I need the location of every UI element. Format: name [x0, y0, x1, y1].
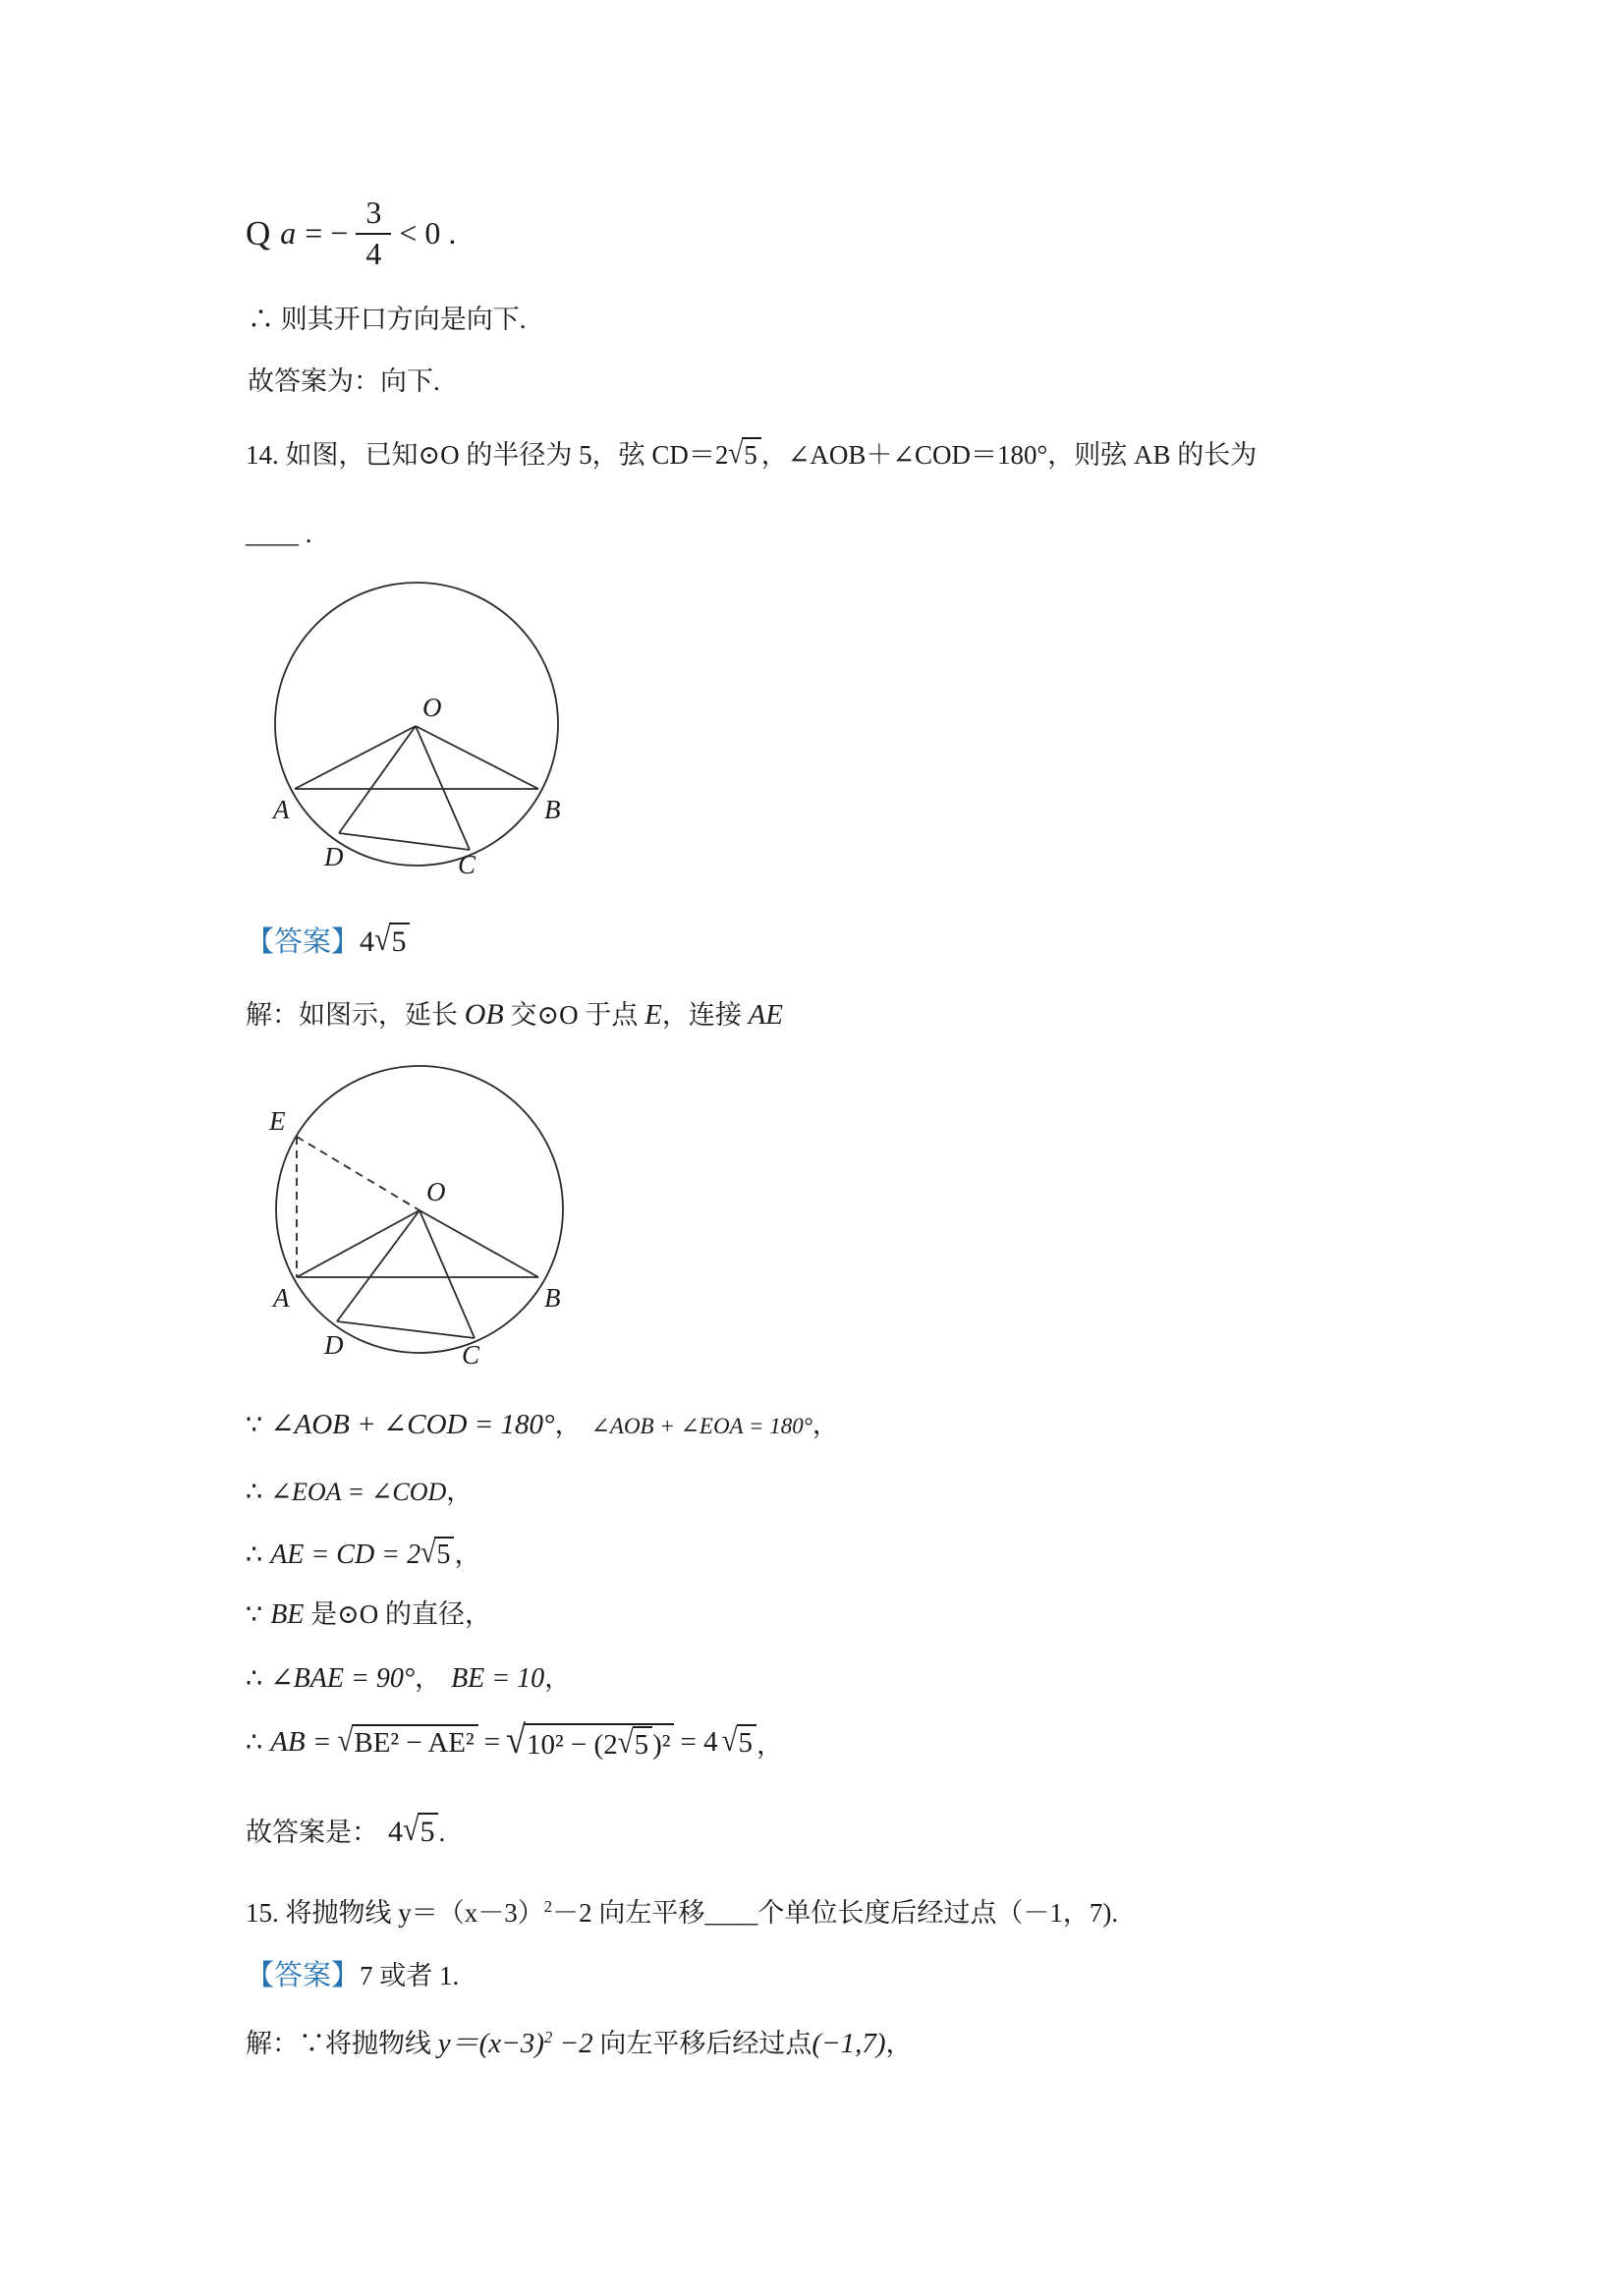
- radical-sign: √: [506, 1717, 526, 1762]
- sqrt: [403, 1813, 438, 1849]
- radical-sign: √: [617, 1725, 634, 1761]
- q14-step2: [246, 1470, 473, 1508]
- q15-stem: [246, 1891, 1118, 1930]
- chord-DC: [339, 833, 470, 850]
- comma: ，: [446, 1477, 474, 1506]
- period: .: [438, 1818, 446, 1847]
- because-mark: ∵: [246, 1410, 263, 1439]
- radius-OD: [337, 1210, 420, 1321]
- radius-OA: [295, 726, 416, 789]
- sol-intro-text2: 交⊙O 于点: [503, 1000, 645, 1030]
- q14-answer: [246, 920, 410, 960]
- sqrt: [374, 923, 410, 959]
- comma: ，: [544, 1663, 572, 1693]
- radicand: BE² − AE²: [352, 1724, 477, 1760]
- radical-sign: √: [721, 1723, 738, 1759]
- q14-solution-intro: [246, 993, 783, 1032]
- radius-OB: [416, 726, 538, 789]
- var-a: a: [280, 215, 297, 252]
- q15-sol-math2: −2: [552, 2028, 593, 2059]
- comma: ，: [812, 1410, 839, 1439]
- radicand: 5: [737, 1724, 757, 1760]
- radicand-part1: 10² − (2: [526, 1729, 618, 1761]
- radius-OD: [339, 726, 416, 833]
- q15-sol-math1: y＝(x−3): [437, 2028, 544, 2059]
- radius-OB: [420, 1210, 538, 1277]
- less-than-zero: < 0 .: [399, 215, 457, 252]
- point-label-A: A: [273, 1283, 290, 1313]
- step3-math: AE = CD = 2: [270, 1540, 421, 1570]
- sqrt-nested: [506, 1717, 674, 1763]
- sol-intro-text1: 解：如图示，延长: [246, 1000, 465, 1030]
- q14-stem-part2: ，∠AOB＋∠COD＝180°，则弦 AB 的长为: [760, 440, 1258, 470]
- therefore-mark: ∴: [246, 1477, 263, 1506]
- fraction: [356, 196, 391, 270]
- q14-final-answer: [246, 1811, 445, 1849]
- q15-solution: [246, 2021, 912, 2061]
- therefore-mark: ∴: [246, 1726, 263, 1757]
- sqrt: [337, 1724, 477, 1760]
- equals-4: = 4: [680, 1725, 718, 1758]
- q15-stem-part1: 15. 将抛物线 y＝（x－3）: [246, 1898, 544, 1928]
- radicand-part2: )²: [652, 1729, 671, 1761]
- answer-label: 【答案】: [246, 926, 361, 958]
- var-OB: OB: [464, 998, 504, 1031]
- var-BE: BE: [270, 1599, 305, 1630]
- radicand: [525, 1723, 675, 1762]
- diagram1-shapes: [275, 583, 558, 866]
- step6-lhs: AB =: [270, 1725, 332, 1758]
- step5-math2: BE = 10: [451, 1663, 545, 1694]
- q14-step3: [246, 1533, 480, 1571]
- comma: ，: [885, 2029, 913, 2058]
- answer-text: 7 或者 1.: [360, 1961, 460, 1990]
- point-label-D: D: [324, 842, 344, 871]
- point-label-O: O: [422, 693, 442, 722]
- point-label-A: A: [273, 795, 290, 824]
- prelude-formula: [246, 196, 456, 270]
- radicand: 5: [742, 437, 761, 471]
- inner-sqrt: [618, 1726, 652, 1762]
- radical-sign: √: [420, 1536, 436, 1570]
- step4-text: 是⊙O 的直径，: [304, 1599, 492, 1629]
- var-AE: AE: [748, 999, 784, 1031]
- step5-math1: ∠BAE = 90°: [270, 1663, 416, 1694]
- step1-math2: ∠AOB + ∠EOA = 180°: [590, 1414, 812, 1438]
- sqrt: [728, 437, 760, 471]
- radical-sign: √: [403, 1811, 420, 1848]
- fraction-numerator: 3: [356, 196, 391, 235]
- circle: [275, 583, 558, 866]
- comma: ，: [756, 1729, 784, 1760]
- point-label-O: O: [426, 1177, 446, 1206]
- therefore-mark: ∴: [246, 1663, 263, 1693]
- diagram2-shapes: [276, 1066, 563, 1353]
- radicand: 5: [389, 923, 410, 959]
- point-label-B: B: [544, 795, 561, 824]
- q14-step4: [246, 1593, 491, 1631]
- q14-step1: [246, 1403, 839, 1441]
- sqrt: [722, 1724, 756, 1760]
- q15-sol-point: (−1,7): [812, 2028, 886, 2059]
- radical-sign: √: [374, 921, 391, 958]
- radicand: 5: [434, 1537, 454, 1571]
- radical-sign: √: [728, 436, 744, 470]
- q15-blank: ____: [704, 1898, 758, 1928]
- point-label-D: D: [324, 1330, 344, 1360]
- q14-stem-part1: 14. 如图，已知⊙O 的半径为 5，弦 CD＝2: [246, 440, 729, 470]
- sqrt: [420, 1537, 454, 1571]
- comma: ，: [415, 1663, 442, 1693]
- var-E: E: [644, 999, 662, 1031]
- chord-DC: [337, 1321, 475, 1338]
- point-label-C: C: [458, 850, 476, 879]
- q14-stem: [246, 433, 1257, 472]
- circle-diagram-2: [263, 1057, 582, 1373]
- radius-OC: [420, 1210, 475, 1338]
- answer-coeff: 4: [388, 1816, 403, 1848]
- therefore-mark: ∴: [246, 1540, 263, 1569]
- point-label-C: C: [462, 1340, 480, 1370]
- inner-radicand: 5: [633, 1726, 653, 1762]
- fraction-denominator: 4: [365, 235, 382, 271]
- radical-sign: √: [337, 1723, 354, 1759]
- q15-stem-part3: 个单位长度后经过点（－1，7).: [757, 1898, 1119, 1928]
- q15-sol-text1: 解：∵将抛物线: [246, 2029, 438, 2058]
- point-label-B: B: [544, 1283, 561, 1313]
- because-q-mark: Q: [246, 213, 271, 252]
- exponent-2: 2: [543, 2028, 553, 2046]
- dashed-EO: [297, 1137, 420, 1210]
- q15-answer: [246, 1953, 459, 1993]
- comma: ，: [454, 1540, 481, 1569]
- exponent-2: 2: [543, 1897, 553, 1916]
- radius-OC: [416, 726, 470, 850]
- answer-label: 【答案】: [246, 1960, 361, 1991]
- equals: =: [483, 1725, 501, 1758]
- equals-minus: = −: [305, 215, 349, 252]
- q15-stem-part2: －2 向左平移: [552, 1898, 705, 1928]
- sol-intro-text3: ，连接: [661, 1000, 749, 1030]
- radius-OA: [297, 1210, 420, 1277]
- step1-math1: ∠AOB + ∠COD = 180°: [270, 1409, 555, 1440]
- step2-math: ∠EOA = ∠COD: [270, 1478, 447, 1506]
- because-mark: ∵: [246, 1599, 263, 1629]
- radicand: 5: [418, 1813, 438, 1849]
- final-text: 故答案是：: [246, 1818, 378, 1847]
- q14-blank-line: ____ .: [246, 519, 312, 548]
- point-label-E: E: [269, 1106, 286, 1136]
- q15-sol-text2: 向左平移后经过点: [592, 2029, 812, 2058]
- answer-coeff: 4: [360, 925, 375, 958]
- q14-step6: [246, 1717, 784, 1763]
- circle-diagram-1: [265, 575, 572, 881]
- prelude-final-answer: 故答案为：向下.: [248, 366, 440, 396]
- prelude-conclusion: ∴ 则其开口方向是向下.: [248, 305, 527, 334]
- comma: ，: [554, 1410, 582, 1439]
- q14-step5: [246, 1656, 571, 1695]
